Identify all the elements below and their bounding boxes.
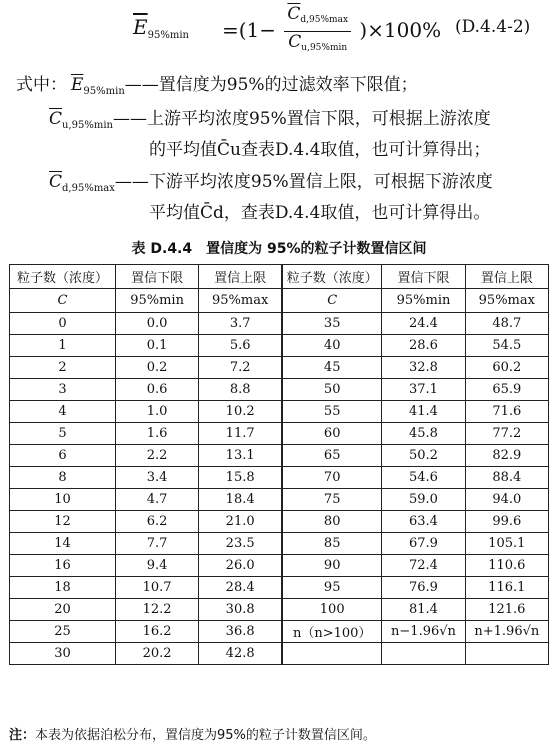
formula-expression	[222, 4, 441, 59]
cell-count: 65	[282, 445, 382, 467]
cell-upper: 71.6	[465, 401, 548, 423]
table-row	[10, 401, 549, 423]
cell-count: 95	[282, 577, 382, 599]
formula-lhs	[133, 15, 189, 41]
definition-subscript: 95%min	[83, 86, 125, 97]
cell-count: 55	[282, 401, 382, 423]
cell-upper: 121.6	[465, 599, 548, 621]
cell-upper: 26.0	[199, 555, 282, 577]
cell-upper: 99.6	[465, 511, 548, 533]
cell-count: 1	[10, 335, 116, 357]
cell-lower: 16.2	[115, 621, 198, 643]
cell-upper: 105.1	[465, 533, 548, 555]
cell-count: 18	[10, 577, 116, 599]
cell-lower: 37.1	[382, 379, 465, 401]
cell-upper: 28.4	[199, 577, 282, 599]
definition-subscript: u,95%min	[62, 120, 113, 131]
cell-lower: 81.4	[382, 599, 465, 621]
cell-count: 0	[10, 313, 116, 335]
cell-lower: 24.4	[382, 313, 465, 335]
cell-count	[282, 643, 382, 665]
formula-lhs-symbol: $\overline{E}$	[133, 15, 148, 39]
definition-continuation	[149, 198, 490, 229]
header-lower: 置信下限	[382, 265, 465, 289]
cell-lower: 3.4	[115, 467, 198, 489]
cell-count: 6	[10, 445, 116, 467]
cell-count: 85	[282, 533, 382, 555]
cell-lower: 0.0	[115, 313, 198, 335]
cell-lower: 41.4	[382, 401, 465, 423]
cell-lower: n−1.96√n	[382, 621, 465, 643]
cell-count: 70	[282, 467, 382, 489]
cell-lower: 28.6	[382, 335, 465, 357]
cell-upper: 18.4	[199, 489, 282, 511]
note-text: 本表为依据泊松分布，置信度为95%的粒子计数置信区间。	[35, 728, 376, 743]
cell-count: 40	[282, 335, 382, 357]
definition-text: ——下游平均浓度95%置信上限，可根据下游浓度	[114, 172, 493, 192]
cell-upper: 77.2	[465, 423, 548, 445]
table-row	[10, 423, 549, 445]
cell-count: 50	[282, 379, 382, 401]
table-note	[9, 724, 376, 743]
cell-count: 90	[282, 555, 382, 577]
cell-upper: 30.8	[199, 599, 282, 621]
cell-upper: 88.4	[465, 467, 548, 489]
cell-lower: 0.1	[115, 335, 198, 357]
table-row	[10, 489, 549, 511]
definition-text: ——上游平均浓度95%置信下限，可根据上游浓度	[112, 109, 491, 129]
cell-upper: 11.7	[199, 423, 282, 445]
cell-lower: 54.6	[382, 467, 465, 489]
cell-lower: 2.2	[115, 445, 198, 467]
cell-upper: 48.7	[465, 313, 548, 335]
table-row	[10, 643, 549, 665]
table-row	[10, 621, 549, 643]
cell-upper: 10.2	[199, 401, 282, 423]
cell-count: n（n>100）	[282, 621, 382, 643]
definitions-lead: 式中：	[16, 75, 67, 95]
cell-upper: 36.8	[199, 621, 282, 643]
cell-upper: 3.7	[199, 313, 282, 335]
table-header-row	[10, 265, 549, 289]
table-row	[10, 335, 549, 357]
cell-lower: 50.2	[382, 445, 465, 467]
cell-upper: 23.5	[199, 533, 282, 555]
cell-lower: 45.8	[382, 423, 465, 445]
cell-count: 12	[10, 511, 116, 533]
header-count: 粒子数（浓度）	[10, 265, 116, 289]
cell-upper: 54.5	[465, 335, 548, 357]
formula-fraction	[284, 4, 351, 59]
cell-upper: 110.6	[465, 555, 548, 577]
subheader-upper: 95%max	[199, 289, 282, 313]
cell-count: 10	[10, 489, 116, 511]
table-row	[10, 379, 549, 401]
header-upper: 置信上限	[199, 265, 282, 289]
cell-lower: 32.8	[382, 357, 465, 379]
cell-lower: 20.2	[115, 643, 198, 665]
cell-upper: 7.2	[199, 357, 282, 379]
cell-count: 5	[10, 423, 116, 445]
definition-symbol: $\overline{C}$	[49, 172, 63, 192]
cell-count: 75	[282, 489, 382, 511]
cell-upper: 42.8	[199, 643, 282, 665]
table-row	[10, 467, 549, 489]
cell-upper	[465, 643, 548, 665]
formula-close: )×100%	[359, 18, 442, 42]
definition-subscript: d,95%max	[62, 183, 115, 194]
cell-count: 4	[10, 401, 116, 423]
definition-text: 的平均值C̄u查表D.4.4取值，也可计算得出；	[149, 140, 491, 160]
cell-count: 8	[10, 467, 116, 489]
cell-lower: 1.6	[115, 423, 198, 445]
formula-numerator	[284, 4, 351, 32]
cell-count: 2	[10, 357, 116, 379]
definition-continuation	[149, 135, 490, 166]
cell-lower: 12.2	[115, 599, 198, 621]
cell-upper: 5.6	[199, 335, 282, 357]
table-row	[10, 313, 549, 335]
cell-lower: 4.7	[115, 489, 198, 511]
definition-symbol: $\overline{C}$	[49, 109, 63, 129]
cell-upper: n+1.96√n	[465, 621, 548, 643]
cell-count: 80	[282, 511, 382, 533]
formula-lhs-subscript: 95%min	[147, 30, 189, 41]
formula-block	[0, 2, 558, 54]
cell-lower: 7.7	[115, 533, 198, 555]
cell-lower: 59.0	[382, 489, 465, 511]
cell-count: 16	[10, 555, 116, 577]
table-row	[10, 511, 549, 533]
cell-lower: 6.2	[115, 511, 198, 533]
confidence-interval-table	[9, 264, 549, 665]
cell-lower: 9.4	[115, 555, 198, 577]
cell-count: 3	[10, 379, 116, 401]
numerator-symbol: $\overline{C}$	[287, 4, 301, 24]
table-row	[10, 555, 549, 577]
cell-lower: 76.9	[382, 577, 465, 599]
cell-lower	[382, 643, 465, 665]
cell-count: 20	[10, 599, 116, 621]
cell-count: 60	[282, 423, 382, 445]
subheader-lower: 95%min	[382, 289, 465, 313]
subheader-count: C	[282, 289, 382, 313]
cell-count: 14	[10, 533, 116, 555]
cell-upper: 116.1	[465, 577, 548, 599]
definition-symbol: $\overline{E}$	[71, 75, 84, 95]
definition-text: 平均值C̄d，查表D.4.4取值，也可计算得出。	[149, 203, 491, 223]
cell-upper: 82.9	[465, 445, 548, 467]
cell-upper: 65.9	[465, 379, 548, 401]
cell-lower: 72.4	[382, 555, 465, 577]
table-row	[10, 577, 549, 599]
numerator-subscript: d,95%max	[300, 15, 349, 25]
cell-upper: 15.8	[199, 467, 282, 489]
cell-upper: 8.8	[199, 379, 282, 401]
table-row	[10, 533, 549, 555]
table-row	[10, 599, 549, 621]
cell-lower: 1.0	[115, 401, 198, 423]
cell-lower: 0.2	[115, 357, 198, 379]
table-row	[10, 357, 549, 379]
equation-number: (D.4.4-2)	[455, 17, 531, 37]
cell-upper: 94.0	[465, 489, 548, 511]
definition-item	[71, 70, 418, 107]
subheader-count: C	[10, 289, 116, 313]
note-label: 注：	[9, 728, 36, 743]
cell-count: 35	[282, 313, 382, 335]
cell-upper: 21.0	[199, 511, 282, 533]
cell-lower: 63.4	[382, 511, 465, 533]
denominator-subscript: u,95%min	[301, 43, 348, 53]
cell-lower: 67.9	[382, 533, 465, 555]
cell-lower: 10.7	[115, 577, 198, 599]
cell-count: 25	[10, 621, 116, 643]
formula-denominator	[284, 32, 351, 59]
formula-open: =(1−	[222, 18, 277, 42]
definition-text: ——置信度为95%的过滤效率下限值；	[124, 75, 418, 95]
cell-count: 100	[282, 599, 382, 621]
cell-upper: 13.1	[199, 445, 282, 467]
header-upper: 置信上限	[465, 265, 548, 289]
cell-lower: 0.6	[115, 379, 198, 401]
cell-upper: 60.2	[465, 357, 548, 379]
subheader-upper: 95%max	[465, 289, 548, 313]
table-row	[10, 445, 549, 467]
table-title: 表 D.4.4 置信度为 95%的粒子计数置信区间	[131, 241, 427, 257]
subheader-lower: 95%min	[115, 289, 198, 313]
header-lower: 置信下限	[115, 265, 198, 289]
denominator-symbol: $\overline{C}$	[288, 32, 302, 52]
table-subheader-row	[10, 289, 549, 313]
cell-count: 30	[10, 643, 116, 665]
header-count: 粒子数（浓度）	[282, 265, 382, 289]
cell-count: 45	[282, 357, 382, 379]
